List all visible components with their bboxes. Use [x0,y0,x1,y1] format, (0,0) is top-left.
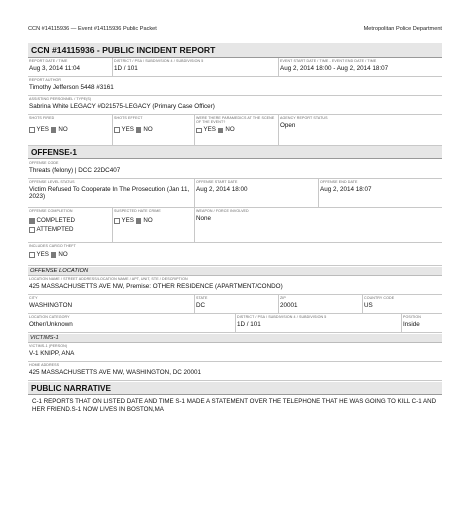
checkbox-no-checked[interactable] [218,128,224,134]
offense-completion-row [28,208,442,243]
location-title: OFFENSE LOCATION [28,267,442,276]
checkbox-yes[interactable] [114,127,120,133]
report-status: Open [280,121,296,129]
offense-end-cell: OFFENSE END DATE Aug 2, 2014 18:07 [318,179,442,207]
location-district: 1D / 101 [237,320,261,328]
hate-crime-cell: SUSPECTED HATE CRIME YES NO [112,208,194,242]
attempted-checkbox[interactable]: ATTEMPTED [29,226,112,234]
victims-title: VICTIMS-1 [28,334,442,343]
location-city-row [28,295,442,314]
assisting-row: ASSISTING PERSONNEL / TYPE(S) Sabrina White LEGACY #D21575-LEGACY (Primary Case Officer) [28,96,442,115]
position: Inside [403,320,420,328]
report-author: Timothy Jefferson 5448 #3161 [29,83,114,91]
offense-start-cell: OFFENSE START DATE Aug 2, 2014 18:00 [194,179,318,207]
location-category: Other/Unknown [29,320,73,328]
category-cell: LOCATION CATEGORY Other/Unknown [28,314,235,332]
location-name: 425 MASSACHUSETTS AVE NW, Premise: OTHER RESIDENCE (APARTMENT/CONDO) [29,282,283,290]
location-category-row [28,314,442,333]
checkbox-no-checked[interactable] [136,127,142,133]
checkbox-no-checked[interactable] [51,127,57,133]
location-name-row: LOCATION NAME / STREET ADDRESS/LOCATION NAME / APT, UNIT, STE / DESCRIPTION 425 MASSACHUSETTS AVE NW, Premise: OTHER RESIDENCE (APARTMENT/CONDO) [28,276,442,295]
report-meta-row [28,58,442,77]
offense-status-row [28,179,442,208]
checkbox-no-checked[interactable] [136,218,142,224]
offense-end: Aug 2, 2014 18:07 [320,185,372,193]
offense-level-cell: OFFENSE LEVEL STATUS Victim Refused To Cooperate In The Prosecution (Jan 11, 2023) [28,179,194,207]
page-header [28,26,442,32]
district: 1D / 101 [114,64,138,72]
city-cell: CITY WASHINGTON [28,295,194,313]
author-row: REPORT AUTHOR Timothy Jefferson 5448 #3161 [28,77,442,96]
report-date: Aug 3, 2014 11:04 [29,64,81,72]
report-status-cell: AGENCY REPORT STATUS Open [278,115,442,145]
department-name: Metropolitan Police Department [363,26,442,32]
shots-row [28,115,442,146]
paramedics-cell: WERE THERE PARAMEDICS AT THE SCENE OF THE EVENT? YES NO [194,115,278,145]
cargo-theft-checkbox[interactable]: YES NO [29,251,442,259]
victim-home-row: HOME ADDRESS 425 MASSACHUSETTS AVE NW, WASHINGTON, DC 20001 [28,362,442,381]
checkbox-no-checked[interactable] [51,252,57,258]
checkbox-yes[interactable] [114,218,120,224]
event-dates: Aug 2, 2014 18:00 - Aug 2, 2014 18:07 [280,64,389,72]
offense-start: Aug 2, 2014 18:00 [196,185,248,193]
checkbox-yes[interactable] [29,252,35,258]
position-cell: POSITION Inside [401,314,442,332]
event-dates-cell: EVENT START DATE / TIME - EVENT END DATE / TIME Aug 2, 2014 18:00 - Aug 2, 2014 18:07 [278,58,442,76]
victim-person-row: VICTIMS-1 (PERSON) V-1 KNIPP, ANA [28,343,442,362]
weapon: None [196,214,212,222]
checkbox-yes[interactable] [196,128,202,134]
checkbox-completed-checked[interactable] [29,218,35,224]
country: US [364,301,373,309]
completed-checkbox[interactable]: COMPLETED [29,217,112,225]
state: DC [196,301,206,309]
shots-fired-cell: SHOTS FIRED YES NO [28,115,112,145]
packet-title: CCN #14115936 — Event #14115936 Public Packet [28,26,157,32]
offense-code-row: OFFENSE CODE Threats (felony) | DCC 22DC407 [28,160,442,179]
offense-level: Victim Refused To Cooperate In The Prosecution (Jan 11, 2023) [29,185,190,201]
offense-title: OFFENSE-1 [28,146,442,159]
checkbox-yes[interactable] [29,127,35,133]
narrative-text: C-1 REPORTS THAT ON LISTED DATE AND TIME S-1 MADE A STATEMENT OVER THE TELEPHONE THAT HE WAS GOING TO KILL C-1 AND HER FRIEND.S-1 NOW LIVES IN BOSTON,MA [32,398,437,414]
country-cell: COUNTRY CODE US [362,295,442,313]
report-date-cell: REPORT DATE / TIME Aug 3, 2014 11:04 [28,58,112,76]
district-cell: DISTRICT / PSA / SUBDIVISION 4 / SUBDIVISION 5 1D / 101 [112,58,278,76]
state-cell: STATE DC [194,295,278,313]
offense-code: Threats (felony) | DCC 22DC407 [29,166,121,174]
weapon-cell: WEAPON / FORCE INVOLVED None [194,208,442,242]
city: WASHINGTON [29,301,73,309]
shots-effect-checkbox[interactable]: YES NO [114,126,194,134]
location-district-cell: DISTRICT / PSA / SUBDIVISION 4 / SUBDIVISION 5 1D / 101 [235,314,401,332]
zip: 20001 [280,301,298,309]
victim-home-address: 425 MASSACHUSETTS AVE NW, WASHINGTON, DC 20001 [29,368,202,376]
shots-fired-checkbox[interactable]: YES NO [29,126,112,134]
report-title: CCN #14115936 - PUBLIC INCIDENT REPORT [28,43,442,58]
checkbox-attempted[interactable] [29,227,35,233]
completion-cell: OFFENSE COMPLETION COMPLETED ATTEMPTED [28,208,112,242]
shots-effect-cell: SHOTS EFFECT YES NO [112,115,194,145]
assisting-personnel: Sabrina White LEGACY #D21575-LEGACY (Primary Case Officer) [29,102,215,110]
cargo-row: INCLUDES CARGO THEFT YES NO [28,243,442,266]
victim-name: V-1 KNIPP, ANA [29,349,75,357]
hate-crime-checkbox[interactable]: YES NO [114,217,194,225]
paramedics-checkbox[interactable]: YES NO [196,126,278,134]
narrative-title: PUBLIC NARRATIVE [28,382,442,395]
zip-cell: ZIP 20001 [278,295,362,313]
